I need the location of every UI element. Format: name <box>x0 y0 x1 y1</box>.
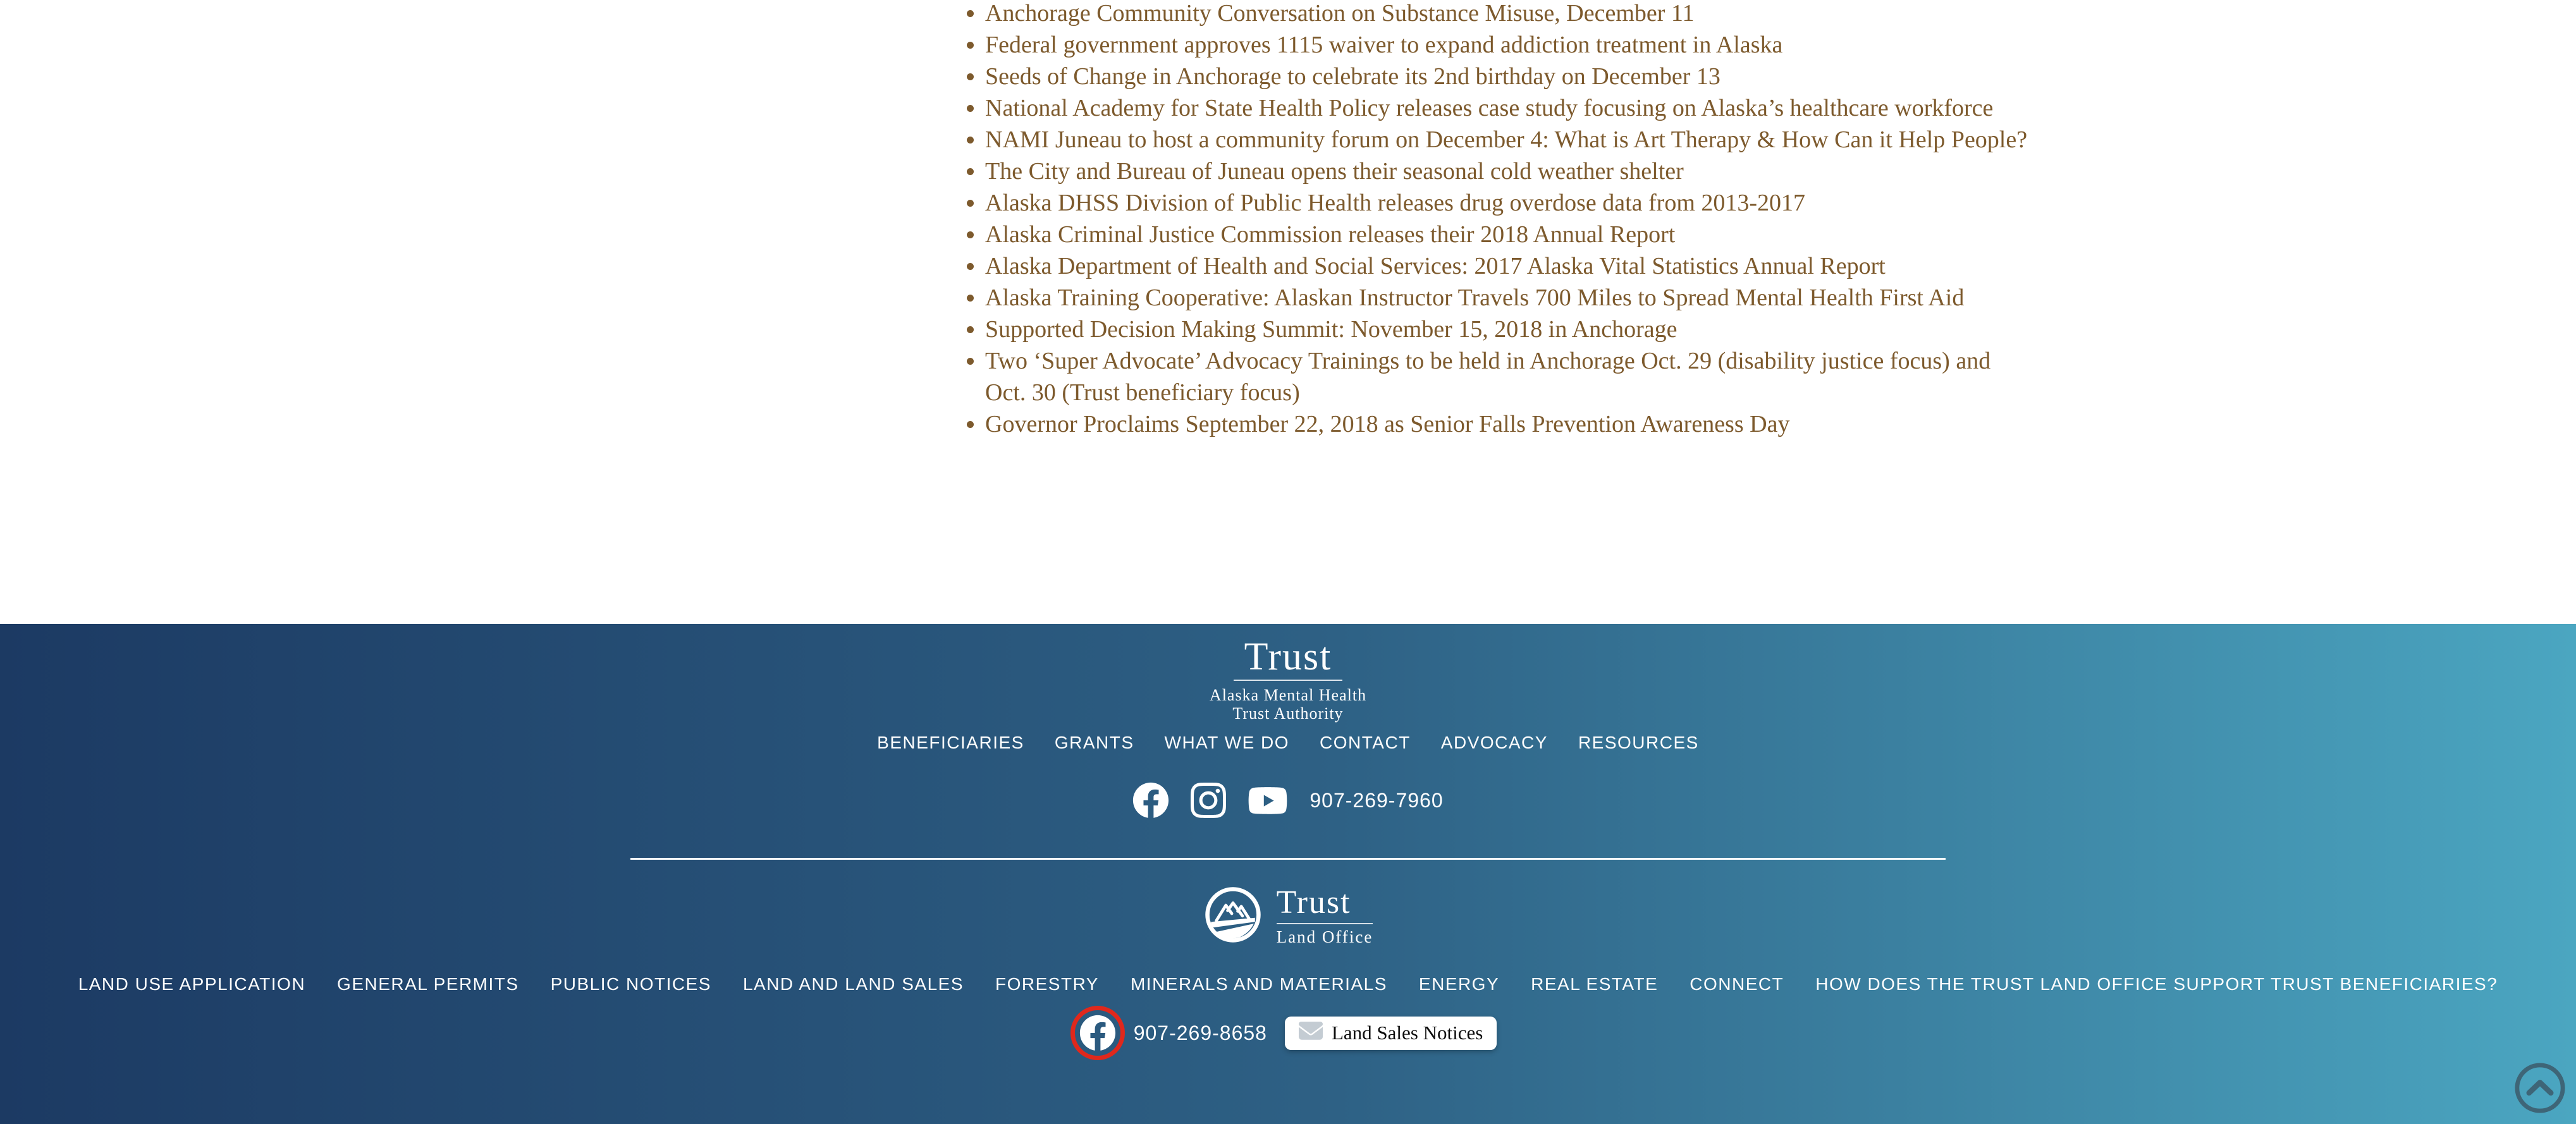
footer-nav-land-office-link[interactable]: LAND USE APPLICATION <box>78 974 306 994</box>
news-list-section <box>956 0 2031 440</box>
news-list-item <box>985 61 2031 92</box>
trust-authority-logo-title: Trust <box>1244 635 1332 678</box>
news-link[interactable]: Federal government approves 1115 waiver to expand addiction treatment in Alaska <box>985 32 1783 58</box>
instagram-icon[interactable] <box>1191 783 1226 818</box>
news-list-item <box>985 314 2031 345</box>
news-list-item <box>985 282 2031 314</box>
footer-nav-authority <box>877 733 1699 753</box>
social-row: 907-269-7960 <box>1132 782 1443 819</box>
footer-nav-land-office-link[interactable]: GENERAL PERMITS <box>337 974 519 994</box>
news-list-item <box>985 250 2031 282</box>
footer-nav-land-office-link[interactable]: PUBLIC NOTICES <box>550 974 711 994</box>
footer-nav-land-office-link[interactable]: LAND AND LAND SALES <box>742 974 964 994</box>
trust-authority-logo-subtitle-1: Alaska Mental Health <box>1209 686 1367 704</box>
facebook-icon[interactable] <box>1132 782 1169 819</box>
land-office-logo-subtitle: Land Office <box>1276 927 1373 946</box>
footer-nav-authority-link[interactable]: GRANTS <box>1054 733 1134 752</box>
mountain-logo-icon <box>1203 885 1263 948</box>
facebook-icon[interactable] <box>1079 1015 1116 1051</box>
footer-nav-authority-link[interactable]: ADVOCACY <box>1440 733 1548 752</box>
news-list-item <box>985 345 2031 408</box>
news-list <box>956 0 2031 440</box>
youtube-icon[interactable] <box>1248 783 1288 819</box>
scroll-to-top-button[interactable] <box>2513 1061 2567 1115</box>
land-sales-notices-button[interactable] <box>1285 1017 1497 1050</box>
footer-nav-land-office-link[interactable]: ENERGY <box>1418 974 1500 994</box>
news-link[interactable]: Alaska Training Cooperative: Alaskan Instructor Travels 700 Miles to Spread Mental Health First Aid <box>985 284 1965 311</box>
footer-nav-authority-link[interactable]: BENEFICIARIES <box>877 733 1024 752</box>
footer-nav-land-office-link[interactable]: MINERALS AND MATERIALS <box>1130 974 1387 994</box>
news-list-item <box>985 29 2031 61</box>
footer <box>0 624 2576 1124</box>
news-list-item <box>985 219 2031 250</box>
news-list-item <box>985 156 2031 187</box>
footer-nav-authority-link[interactable]: RESOURCES <box>1578 733 1699 752</box>
news-list-item <box>985 0 2031 29</box>
news-list-item <box>985 408 2031 440</box>
land-sales-notices-label: Land Sales Notices <box>1331 1022 1483 1044</box>
trust-authority-logo[interactable] <box>1209 635 1367 723</box>
footer-nav-land-office-link[interactable]: REAL ESTATE <box>1531 974 1659 994</box>
news-link[interactable]: The City and Bureau of Juneau opens their seasonal cold weather shelter <box>985 158 1684 185</box>
footer-nav-land-office-link[interactable]: HOW DOES THE TRUST LAND OFFICE SUPPORT TRUST BENEFICIARIES? <box>1815 974 2498 994</box>
news-link[interactable]: Two ‘Super Advocate’ Advocacy Trainings to be held in Anchorage Oct. 29 (disability justice focus) and Oct. 30 (Trust beneficiary focus) <box>985 348 1991 406</box>
news-link[interactable]: Alaska Criminal Justice Commission releases their 2018 Annual Report <box>985 221 1676 248</box>
trust-land-office-logo[interactable] <box>1203 885 1373 948</box>
chevron-up-icon <box>2513 1108 2567 1117</box>
footer-nav-authority-link[interactable]: WHAT WE DO <box>1164 733 1290 752</box>
news-list-item <box>985 92 2031 124</box>
news-list-item <box>985 124 2031 156</box>
envelope-icon <box>1299 1022 1323 1045</box>
footer-nav-land-office-link[interactable]: CONNECT <box>1690 974 1784 994</box>
news-link[interactable]: Supported Decision Making Summit: November 15, 2018 in Anchorage <box>985 316 1677 343</box>
logo-divider-line <box>1234 680 1342 681</box>
land-office-phone-link[interactable]: 907-269-8658 <box>1133 1021 1267 1044</box>
footer-nav-land-office <box>78 974 2498 994</box>
trust-authority-logo-subtitle-2: Trust Authority <box>1232 704 1344 723</box>
news-link[interactable]: Alaska Department of Health and Social Services: 2017 Alaska Vital Statistics Annual Report <box>985 253 1886 279</box>
news-link[interactable]: Alaska DHSS Division of Public Health releases drug overdose data from 2013-2017 <box>985 190 1806 216</box>
news-link[interactable]: Seeds of Change in Anchorage to celebrate its 2nd birthday on December 13 <box>985 63 1720 90</box>
footer-nav-land-office-link[interactable]: FORESTRY <box>995 974 1099 994</box>
footer-nav-authority-link[interactable]: CONTACT <box>1320 733 1411 752</box>
news-link[interactable]: NAMI Juneau to host a community forum on December 4: What is Art Therapy & How Can it Help People? <box>985 126 2028 153</box>
land-office-logo-title: Trust <box>1277 886 1373 924</box>
news-list-item <box>985 187 2031 219</box>
land-office-contact-row <box>1079 1015 1497 1051</box>
news-link[interactable]: Governor Proclaims September 22, 2018 as Senior Falls Prevention Awareness Day <box>985 411 1790 437</box>
news-link[interactable]: National Academy for State Health Policy releases case study focusing on Alaska’s healthcare workforce <box>985 95 1994 121</box>
footer-divider-line <box>630 858 1946 860</box>
news-link[interactable]: Anchorage Community Conversation on Substance Misuse, December 11 <box>985 0 1695 27</box>
